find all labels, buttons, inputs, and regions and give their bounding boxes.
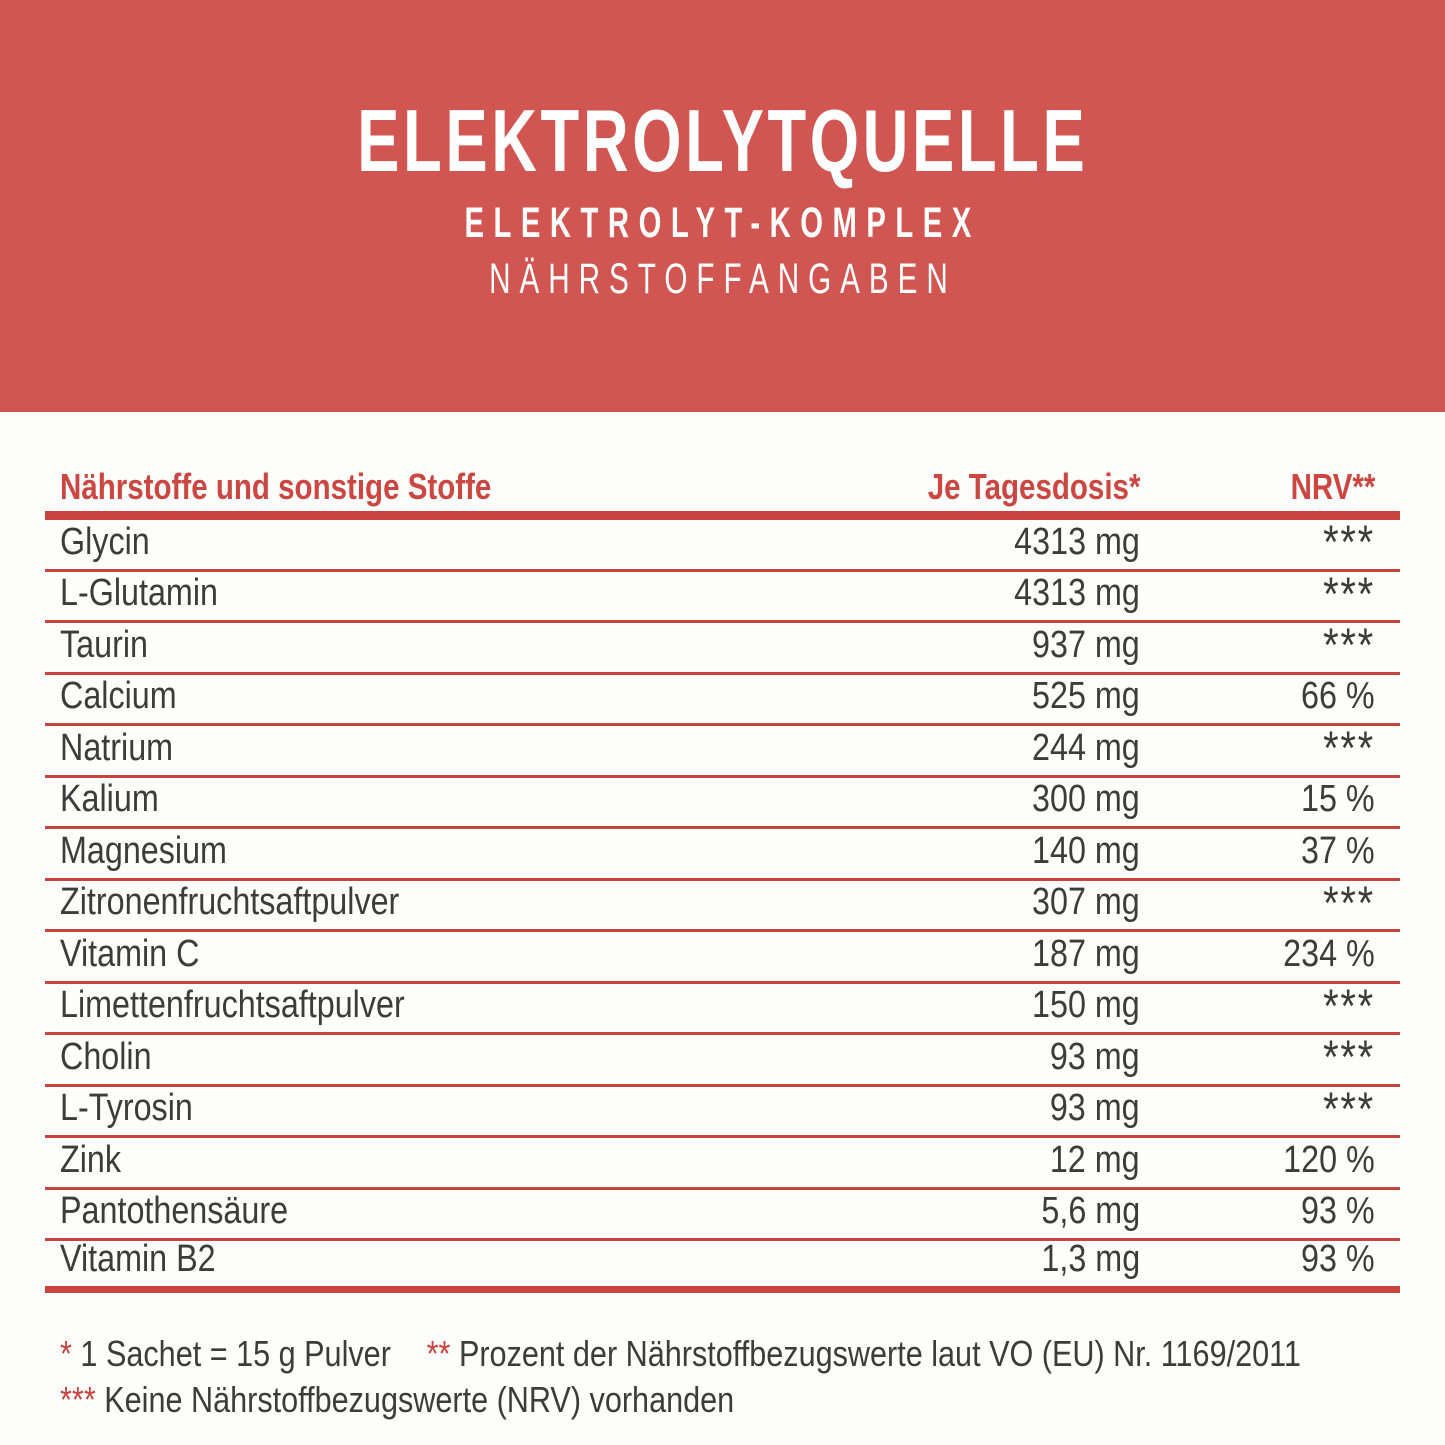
nutrient-name: Magnesium [60,829,227,872]
nutrient-nrv: *** [1323,618,1375,671]
table-row [45,829,1400,881]
table-row [45,675,1400,727]
nutrient-nrv: *** [1323,721,1375,774]
nutrient-dose: 4313 mg [1014,520,1140,563]
nutrient-name: L-Glutamin [60,572,218,614]
product-subtitle: ELEKTROLYT-KOMPLEX [464,199,981,247]
nutrient-nrv: *** [1323,1081,1375,1135]
nutrient-nrv: *** [1323,566,1375,620]
nutrient-name: Kalium [60,778,159,820]
nutrition-table [45,445,1400,1293]
footnote-line-2 [60,1377,1400,1423]
nutrient-name: Pantothensäure [60,1190,289,1232]
table-body [45,515,1400,1293]
table-row [45,932,1400,984]
section-label: NÄHRSTOFFANGABEN [488,255,957,303]
nutrient-nrv: 15 % [1301,778,1375,820]
nutrient-name: Vitamin B2 [60,1237,216,1280]
table-row [45,721,1400,778]
nutrient-dose: 937 mg [1032,623,1140,666]
table-row [45,515,1400,572]
table-row [45,875,1400,933]
nutrient-nrv: *** [1323,875,1375,929]
page-title: ELEKTROLYTQUELLE [356,91,1089,190]
nutrient-dose: 12 mg [1050,1138,1140,1181]
column-header-nrv: NRV** [1290,466,1375,507]
nutrient-name: Glycin [60,520,150,563]
nutrient-dose: 93 mg [1050,1087,1140,1129]
nutrient-name: L-Tyrosin [60,1087,193,1129]
footnote-text-sachet: 1 Sachet = 15 g Pulver [80,1333,391,1374]
table-row [45,1081,1400,1139]
nutrient-dose: 1,3 mg [1041,1237,1140,1280]
footnotes [60,1331,1400,1423]
nutrient-nrv: 120 % [1283,1138,1375,1181]
footnote-marker-sachet: * [60,1333,72,1374]
table-row [45,1237,1400,1293]
nutrient-dose: 140 mg [1032,829,1140,872]
nutrient-name: Limettenfruchtsaftpulver [60,984,405,1026]
nutrient-name: Taurin [60,623,148,666]
nutrient-name: Zink [60,1138,122,1181]
table-header-row [45,445,1400,520]
footnote-marker-nrv-percent: ** [426,1333,451,1374]
nutrient-dose: 525 mg [1032,675,1140,717]
footnote-text-no-nrv: Keine Nährstoffbezugswerte (NRV) vorhanden [104,1379,735,1420]
nutrient-name: Zitronenfruchtsaftpulver [60,881,400,923]
nutrient-dose: 300 mg [1032,778,1140,820]
footnote-line-1 [60,1331,1400,1377]
table-row [45,778,1400,830]
nutrient-dose: 244 mg [1032,726,1140,769]
nutrient-dose: 307 mg [1032,881,1140,923]
nutrient-dose: 93 mg [1050,1035,1140,1078]
table-row [45,1138,1400,1190]
header-banner [0,0,1445,412]
nutrient-name: Calcium [60,675,177,717]
nutrient-name: Natrium [60,726,174,769]
nutrient-nrv: *** [1323,978,1375,1032]
nutrient-nrv: 93 % [1301,1237,1375,1280]
nutrient-nrv: *** [1323,515,1375,568]
nutrient-nrv: 93 % [1301,1190,1375,1232]
table-row [45,1030,1400,1087]
nutrient-name: Cholin [60,1035,152,1078]
footnote-marker-no-nrv: *** [60,1379,96,1420]
table-row [45,566,1400,624]
nutrient-name: Vitamin C [60,932,200,975]
nutrient-dose: 5,6 mg [1041,1190,1140,1232]
table-row [45,978,1400,1036]
nutrient-dose: 150 mg [1032,984,1140,1026]
nutrient-dose: 4313 mg [1014,572,1140,614]
nutrient-nrv: 66 % [1301,675,1375,717]
nutrient-nrv: *** [1323,1030,1375,1083]
footnote-text-nrv-percent: Prozent der Nährstoffbezugswerte laut VO (EU) Nr. 1169/2011 [458,1333,1301,1374]
table-row [45,1190,1400,1242]
table-row [45,618,1400,675]
nutrient-nrv: 37 % [1301,829,1375,872]
column-header-nutrients: Nährstoffe und sonstige Stoffe [60,466,492,507]
nutrient-nrv: 234 % [1283,932,1375,975]
nutrient-dose: 187 mg [1032,932,1140,975]
column-header-dose: Je Tagesdosis* [927,466,1140,507]
